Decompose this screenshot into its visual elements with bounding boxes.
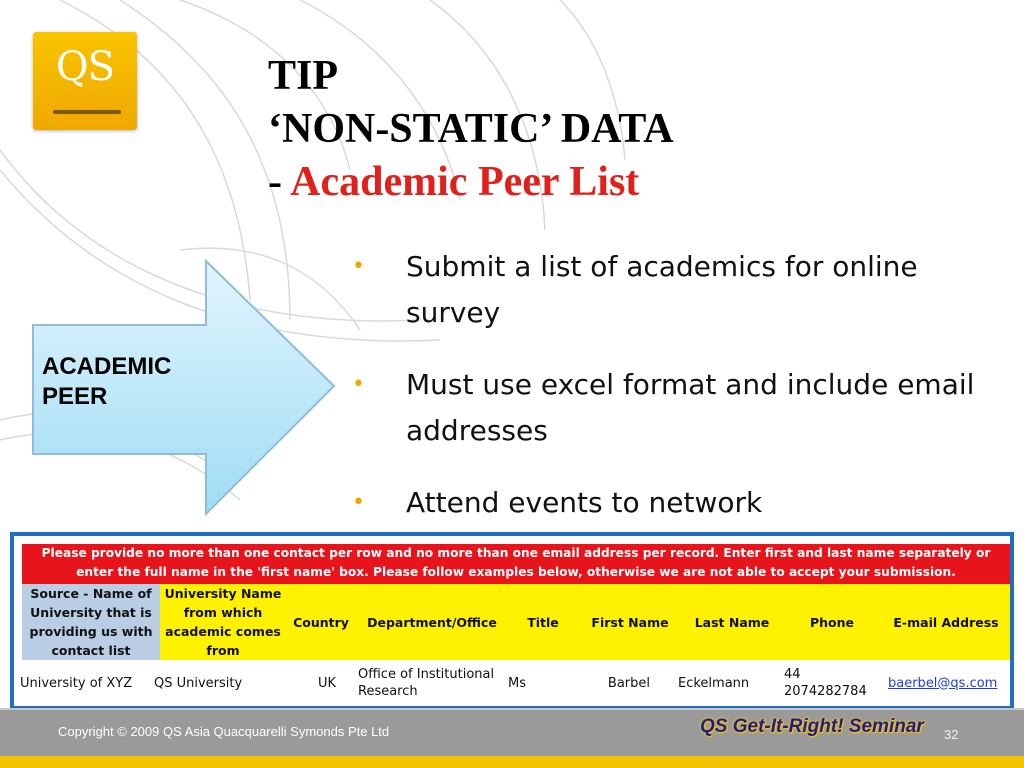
title-dash: - (268, 159, 291, 205)
title-line-1: TIP (268, 53, 339, 99)
bullet-item (352, 244, 992, 336)
seminar-title: QS Get-It-Right! Seminar (700, 716, 924, 737)
bullet-item (352, 480, 992, 526)
cell-department: Office of Institutional Research (358, 667, 495, 699)
arrow-label-line-1: ACADEMIC (42, 353, 172, 380)
bullet-item (352, 362, 992, 454)
arrow-label-line-2: PEER (42, 383, 108, 410)
bullet-dot-icon: • (352, 254, 365, 279)
title-highlight: Academic Peer List (290, 159, 640, 205)
title-line-3 (268, 156, 674, 209)
header-source: Source - Name of University that is providing us with contact list (22, 584, 160, 660)
qs-logo (33, 32, 137, 130)
title-line-2: ‘NON-STATIC’ DATA (268, 106, 674, 152)
arrow-label (42, 352, 171, 412)
bullet-text: Attend events to network (406, 486, 763, 519)
cell-country: UK (317, 675, 336, 691)
header-phone: Phone (782, 584, 882, 660)
footer-yellow-bar (0, 756, 1024, 768)
logo-underline (53, 110, 121, 114)
cell-last-name: Eckelmann (678, 675, 750, 691)
bullet-dot-icon: • (352, 372, 365, 397)
bullet-text: Submit a list of academics for online survey (406, 250, 918, 329)
slide-title (268, 50, 674, 209)
header-title: Title (508, 584, 578, 660)
bullet-list (352, 244, 992, 552)
header-first-name: First Name (578, 584, 682, 660)
logo-text: QS (55, 44, 115, 90)
header-country: Country (286, 584, 356, 660)
instructions-banner: Please provide no more than one contact per row and no more than one email address per record. Enter first and last name separately or enter the full name in the 'first name' box. Please follow examples below, otherwise we are not able to accept your submission. (22, 544, 1010, 584)
spreadsheet-example (10, 532, 1014, 710)
bullet-text: Must use excel format and include email addresses (406, 368, 975, 447)
header-email: E-mail Address (882, 584, 1010, 660)
header-last-name: Last Name (682, 584, 782, 660)
header-university-name: University Name from which academic comes from (160, 584, 286, 660)
cell-first-name: Barbel (607, 675, 650, 691)
cell-university-name: QS University (154, 675, 243, 691)
cell-source: University of XYZ (20, 675, 133, 691)
cell-title: Ms (508, 675, 526, 691)
bullet-dot-icon: • (352, 490, 365, 515)
cell-email-link[interactable]: baerbel@qs.com (888, 675, 998, 691)
page-number: 32 (944, 727, 959, 742)
cell-phone: 44 2074282784 (784, 667, 867, 699)
copyright-text: Copyright © 2009 QS Asia Quacquarelli Symonds Pte Ltd (58, 724, 390, 739)
header-department: Department/Office (356, 584, 508, 660)
